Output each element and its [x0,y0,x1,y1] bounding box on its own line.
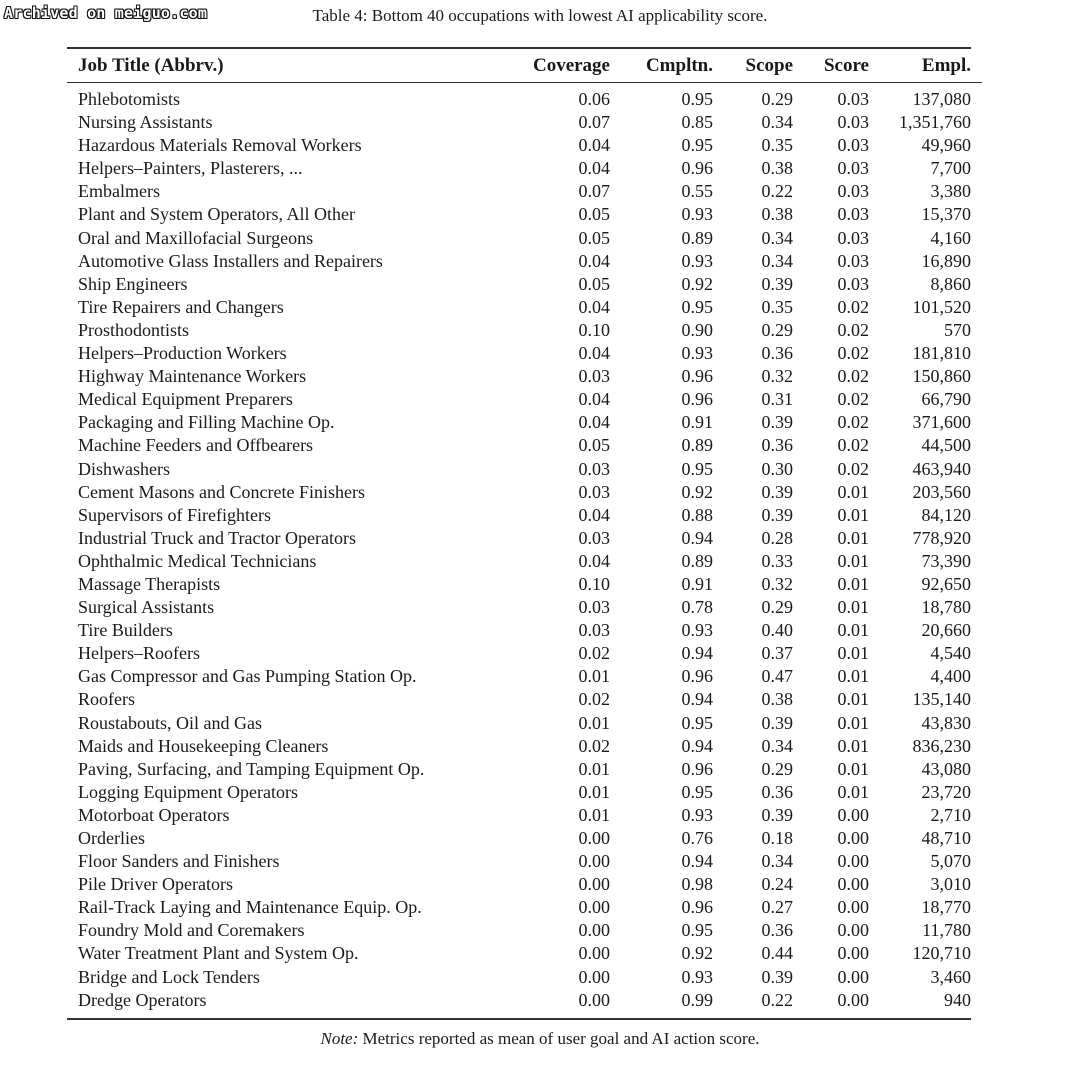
cell-coverage: 0.04 [578,343,610,364]
cell-job-title: Helpers–Production Workers [78,343,287,364]
table-row [67,735,982,758]
cell-coverage: 0.04 [578,135,610,156]
cell-job-title: Industrial Truck and Tractor Operators [78,527,356,548]
cell-scope: 0.34 [761,735,793,756]
cell-employment: 8,860 [930,273,971,294]
cell-employment: 15,370 [921,204,971,225]
cell-coverage: 0.00 [578,851,610,872]
cell-coverage: 0.00 [578,943,610,964]
table-row [67,642,982,665]
table-row [67,504,982,527]
table-row [67,758,982,781]
table-row [67,896,982,919]
cell-coverage: 0.02 [578,735,610,756]
cell-score: 0.01 [837,620,869,641]
cell-job-title: Nursing Assistants [78,112,213,133]
cell-scope: 0.44 [761,943,793,964]
cell-score: 0.00 [837,920,869,941]
cell-score: 0.03 [837,250,869,271]
table-row [67,157,982,180]
cell-scope: 0.29 [761,597,793,618]
table-row [67,942,982,965]
cell-coverage: 0.03 [578,620,610,641]
cell-scope: 0.36 [761,435,793,456]
cell-coverage: 0.02 [578,643,610,664]
cell-scope: 0.47 [761,666,793,687]
cell-score: 0.00 [837,851,869,872]
cell-employment: 1,351,760 [899,112,971,133]
cell-employment: 92,650 [921,573,971,594]
cell-employment: 44,500 [921,435,971,456]
cell-coverage: 0.00 [578,897,610,918]
cell-job-title: Roofers [78,689,135,710]
cell-completion: 0.89 [681,550,713,571]
table-row [67,411,982,434]
cell-scope: 0.38 [761,204,793,225]
cell-scope: 0.34 [761,112,793,133]
cell-coverage: 0.03 [578,366,610,387]
cell-completion: 0.93 [681,804,713,825]
cell-scope: 0.39 [761,273,793,294]
cell-coverage: 0.02 [578,689,610,710]
cell-coverage: 0.04 [578,389,610,410]
cell-employment: 463,940 [912,458,971,479]
table-row [67,227,982,250]
cell-scope: 0.39 [761,481,793,502]
cell-score: 0.01 [837,781,869,802]
table-row [67,388,982,411]
cell-scope: 0.38 [761,158,793,179]
cell-employment: 150,860 [912,366,971,387]
cell-scope: 0.34 [761,227,793,248]
cell-completion: 0.96 [681,389,713,410]
cell-completion: 0.96 [681,366,713,387]
cell-scope: 0.39 [761,966,793,987]
cell-employment: 570 [944,319,971,340]
cell-score: 0.01 [837,481,869,502]
cell-scope: 0.35 [761,296,793,317]
cell-score: 0.03 [837,204,869,225]
cell-coverage: 0.05 [578,204,610,225]
table-caption: Table 4: Bottom 40 occupations with lowest AI applicability score. [312,6,768,25]
cell-completion: 0.90 [681,319,713,340]
cell-job-title: Cement Masons and Concrete Finishers [78,481,365,502]
cell-scope: 0.38 [761,689,793,710]
cell-score: 0.00 [837,804,869,825]
cell-job-title: Hazardous Materials Removal Workers [78,135,362,156]
column-header-completion: Cmpltn. [610,49,713,83]
cell-scope: 0.30 [761,458,793,479]
cell-score: 0.02 [837,343,869,364]
cell-employment: 4,400 [930,666,971,687]
cell-employment: 73,390 [921,550,971,571]
cell-completion: 0.89 [681,435,713,456]
cell-job-title: Highway Maintenance Workers [78,366,307,387]
cell-completion: 0.95 [681,458,713,479]
cell-completion: 0.93 [681,343,713,364]
cell-coverage: 0.04 [578,250,610,271]
cell-scope: 0.35 [761,135,793,156]
cell-scope: 0.36 [761,781,793,802]
cell-employment: 101,520 [912,296,971,317]
cell-score: 0.02 [837,458,869,479]
cell-coverage: 0.04 [578,412,610,433]
cell-job-title: Motorboat Operators [78,804,230,825]
cell-job-title: Packaging and Filling Machine Op. [78,412,335,433]
cell-coverage: 0.06 [578,89,610,109]
cell-score: 0.01 [837,643,869,664]
table-row [67,966,982,989]
column-header-coverage: Coverage [508,49,610,83]
cell-coverage: 0.03 [578,527,610,548]
table-row [67,273,982,296]
cell-job-title: Medical Equipment Preparers [78,389,293,410]
cell-job-title: Bridge and Lock Tenders [78,966,260,987]
cell-coverage: 0.00 [578,920,610,941]
cell-completion: 0.99 [681,989,713,1010]
cell-employment: 23,720 [921,781,971,802]
cell-job-title: Surgical Assistants [78,597,215,618]
table-note [0,1027,1080,1051]
cell-job-title: Automotive Glass Installers and Repairers [78,250,383,271]
cell-scope: 0.32 [761,573,793,594]
cell-completion: 0.92 [681,481,713,502]
table-row [67,873,982,896]
cell-scope: 0.39 [761,804,793,825]
cell-employment: 137,080 [912,89,971,109]
cell-employment: 836,230 [912,735,971,756]
cell-job-title: Pile Driver Operators [78,874,233,895]
cell-employment: 940 [944,989,971,1010]
cell-score: 0.00 [837,874,869,895]
cell-coverage: 0.00 [578,828,610,848]
cell-scope: 0.37 [761,643,793,664]
cell-employment: 4,160 [930,227,971,248]
cell-coverage: 0.04 [578,504,610,525]
cell-completion: 0.93 [681,966,713,987]
cell-score: 0.00 [837,897,869,918]
table-row [67,850,982,873]
cell-job-title: Logging Equipment Operators [78,781,298,802]
cell-employment: 5,070 [930,851,971,872]
cell-completion: 0.94 [681,527,713,548]
table-row [67,688,982,711]
cell-scope: 0.28 [761,527,793,548]
table-row [67,989,982,1018]
cell-scope: 0.29 [761,758,793,779]
cell-score: 0.02 [837,389,869,410]
cell-completion: 0.92 [681,943,713,964]
cell-scope: 0.39 [761,712,793,733]
cell-coverage: 0.04 [578,550,610,571]
cell-scope: 0.36 [761,920,793,941]
cell-completion: 0.85 [681,112,713,133]
cell-completion: 0.95 [681,920,713,941]
cell-scope: 0.22 [761,989,793,1010]
cell-job-title: Massage Therapists [78,573,221,594]
cell-score: 0.01 [837,550,869,571]
table-row [67,596,982,619]
cell-score: 0.02 [837,366,869,387]
cell-coverage: 0.00 [578,966,610,987]
table-row [67,342,982,365]
cell-scope: 0.22 [761,181,793,202]
cell-employment: 3,460 [930,966,971,987]
cell-employment: 778,920 [912,527,971,548]
cell-coverage: 0.01 [578,712,610,733]
cell-employment: 135,140 [912,689,971,710]
cell-completion: 0.92 [681,273,713,294]
cell-score: 0.01 [837,527,869,548]
cell-coverage: 0.05 [578,435,610,456]
cell-completion: 0.88 [681,504,713,525]
cell-score: 0.01 [837,712,869,733]
cell-completion: 0.96 [681,158,713,179]
cell-employment: 7,700 [930,158,971,179]
cell-employment: 3,010 [930,874,971,895]
cell-employment: 203,560 [912,481,971,502]
cell-score: 0.00 [837,828,869,848]
cell-coverage: 0.04 [578,296,610,317]
cell-coverage: 0.01 [578,666,610,687]
cell-coverage: 0.05 [578,273,610,294]
cell-employment: 371,600 [912,412,971,433]
cell-completion: 0.55 [681,181,713,202]
column-header-job: Job Title (Abbrv.) [67,49,508,83]
cell-job-title: Foundry Mold and Coremakers [78,920,305,941]
table-row [67,527,982,550]
cell-employment: 16,890 [921,250,971,271]
cell-scope: 0.34 [761,851,793,872]
cell-score: 0.03 [837,135,869,156]
cell-job-title: Rail-Track Laying and Maintenance Equip. Op. [78,897,422,918]
cell-score: 0.02 [837,412,869,433]
cell-scope: 0.39 [761,412,793,433]
cell-scope: 0.29 [761,89,793,109]
cell-score: 0.03 [837,158,869,179]
cell-job-title: Roustabouts, Oil and Gas [78,712,262,733]
cell-coverage: 0.03 [578,458,610,479]
column-header-score: Score [793,49,869,83]
cell-scope: 0.31 [761,389,793,410]
table-row [67,458,982,481]
cell-job-title: Embalmers [78,181,160,202]
cell-employment: 49,960 [921,135,971,156]
cell-job-title: Paving, Surfacing, and Tamping Equipment Op. [78,758,425,779]
occupations-table [67,47,971,1020]
cell-job-title: Water Treatment Plant and System Op. [78,943,359,964]
cell-completion: 0.95 [681,135,713,156]
table-row [67,827,982,850]
cell-coverage: 0.04 [578,158,610,179]
column-header-employment: Empl. [869,49,982,83]
cell-scope: 0.36 [761,343,793,364]
cell-coverage: 0.03 [578,597,610,618]
cell-score: 0.02 [837,319,869,340]
cell-completion: 0.96 [681,758,713,779]
cell-employment: 11,780 [922,920,971,941]
cell-completion: 0.94 [681,851,713,872]
cell-job-title: Ship Engineers [78,273,188,294]
cell-coverage: 0.07 [578,181,610,202]
table-row [67,296,982,319]
cell-job-title: Supervisors of Firefighters [78,504,271,525]
cell-score: 0.01 [837,735,869,756]
cell-score: 0.00 [837,943,869,964]
cell-coverage: 0.00 [578,989,610,1010]
table-header-row [67,49,982,83]
cell-employment: 2,710 [930,804,971,825]
cell-completion: 0.91 [681,412,713,433]
table-row [67,804,982,827]
cell-completion: 0.94 [681,689,713,710]
table-row [67,134,982,157]
note-label: Note: [320,1029,359,1048]
cell-coverage: 0.00 [578,874,610,895]
cell-completion: 0.76 [681,828,713,848]
cell-score: 0.03 [837,112,869,133]
cell-coverage: 0.03 [578,481,610,502]
cell-score: 0.03 [837,89,869,109]
cell-employment: 18,770 [921,897,971,918]
cell-score: 0.02 [837,435,869,456]
cell-coverage: 0.05 [578,227,610,248]
table-row [67,619,982,642]
cell-job-title: Tire Repairers and Changers [78,296,284,317]
cell-employment: 120,710 [912,943,971,964]
cell-job-title: Oral and Maxillofacial Surgeons [78,227,314,248]
cell-employment: 43,080 [921,758,971,779]
cell-scope: 0.40 [761,620,793,641]
cell-completion: 0.98 [681,874,713,895]
table-row [67,203,982,226]
cell-completion: 0.91 [681,573,713,594]
cell-employment: 48,710 [921,828,971,848]
cell-job-title: Plant and System Operators, All Other [78,204,355,225]
table-row [67,434,982,457]
cell-score: 0.01 [837,758,869,779]
table-row [67,83,982,112]
cell-completion: 0.94 [681,735,713,756]
cell-completion: 0.95 [681,296,713,317]
cell-job-title: Phlebotomists [78,89,181,109]
cell-scope: 0.32 [761,366,793,387]
cell-job-title: Gas Compressor and Gas Pumping Station Op. [78,666,417,687]
table-row [67,365,982,388]
table-row [67,319,982,342]
cell-job-title: Helpers–Painters, Plasterers, ... [78,158,303,179]
cell-completion: 0.96 [681,897,713,918]
column-header-scope: Scope [713,49,793,83]
cell-scope: 0.27 [761,897,793,918]
cell-coverage: 0.01 [578,758,610,779]
cell-completion: 0.95 [681,89,713,109]
cell-coverage: 0.01 [578,781,610,802]
cell-coverage: 0.07 [578,112,610,133]
cell-job-title: Helpers–Roofers [78,643,200,664]
cell-job-title: Dishwashers [78,458,170,479]
cell-job-title: Machine Feeders and Offbearers [78,435,314,456]
cell-score: 0.01 [837,666,869,687]
table-row [67,573,982,596]
cell-job-title: Floor Sanders and Finishers [78,851,280,872]
cell-completion: 0.95 [681,781,713,802]
cell-score: 0.03 [837,273,869,294]
cell-score: 0.01 [837,597,869,618]
cell-scope: 0.24 [761,874,793,895]
cell-employment: 84,120 [921,504,971,525]
cell-job-title: Maids and Housekeeping Cleaners [78,735,329,756]
cell-coverage: 0.10 [578,319,610,340]
note-text: Metrics reported as mean of user goal and AI action score. [362,1029,760,1048]
cell-completion: 0.96 [681,666,713,687]
cell-scope: 0.29 [761,319,793,340]
cell-scope: 0.33 [761,550,793,571]
cell-job-title: Dredge Operators [78,989,207,1010]
table-row [67,712,982,735]
table-row [67,481,982,504]
cell-score: 0.01 [837,504,869,525]
cell-completion: 0.93 [681,204,713,225]
cell-completion: 0.95 [681,712,713,733]
table-row [67,919,982,942]
table-row [67,781,982,804]
cell-employment: 181,810 [912,343,971,364]
cell-score: 0.03 [837,227,869,248]
cell-score: 0.03 [837,181,869,202]
table-row [67,180,982,203]
cell-employment: 18,780 [921,597,971,618]
cell-coverage: 0.10 [578,573,610,594]
cell-score: 0.00 [837,966,869,987]
table-row [67,665,982,688]
cell-employment: 3,380 [930,181,971,202]
cell-job-title: Orderlies [78,828,145,848]
cell-scope: 0.18 [761,828,793,848]
cell-coverage: 0.01 [578,804,610,825]
cell-completion: 0.93 [681,250,713,271]
cell-employment: 66,790 [921,389,971,410]
cell-completion: 0.78 [681,597,713,618]
cell-score: 0.00 [837,989,869,1010]
cell-employment: 43,830 [921,712,971,733]
cell-scope: 0.39 [761,504,793,525]
table-body [67,83,982,1018]
archive-watermark: Archived on meiguo.com [4,4,208,22]
cell-completion: 0.93 [681,620,713,641]
table-row [67,550,982,573]
cell-completion: 0.89 [681,227,713,248]
cell-completion: 0.94 [681,643,713,664]
cell-employment: 20,660 [921,620,971,641]
table-row [67,250,982,273]
cell-scope: 0.34 [761,250,793,271]
cell-job-title: Tire Builders [78,620,173,641]
cell-score: 0.01 [837,689,869,710]
cell-job-title: Prosthodontists [78,319,190,340]
cell-score: 0.02 [837,296,869,317]
cell-score: 0.01 [837,573,869,594]
cell-employment: 4,540 [930,643,971,664]
cell-job-title: Ophthalmic Medical Technicians [78,550,317,571]
table-row [67,111,982,134]
